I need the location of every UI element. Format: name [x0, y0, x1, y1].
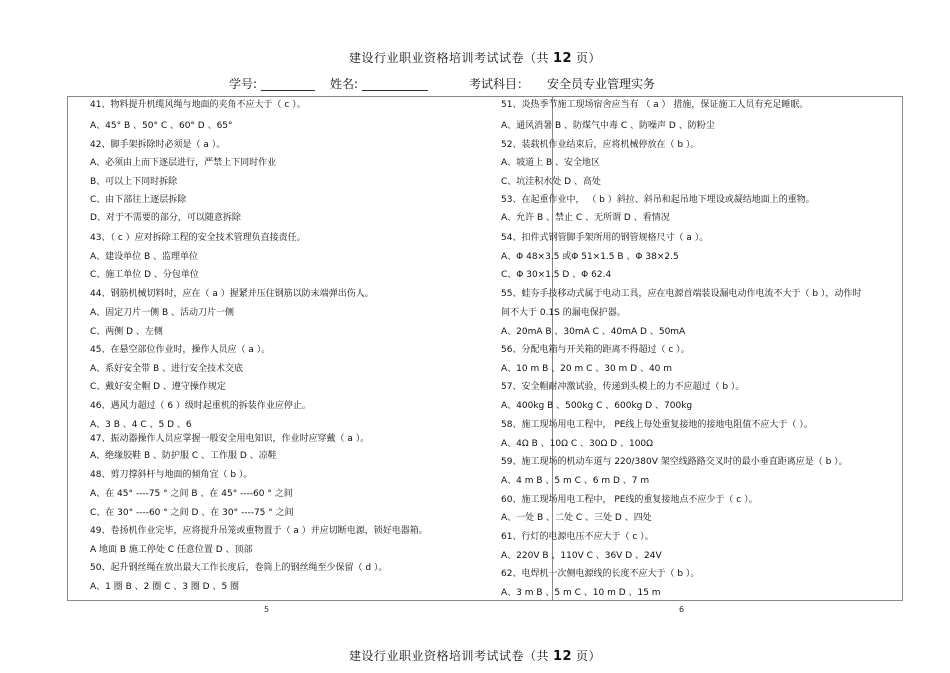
question-line: A、3 m B 、5 m C 、10 m D 、15 m: [501, 588, 661, 598]
question-line: 42、脚手架拆除时必须是（ a ）。: [90, 140, 226, 150]
question-line: A、通风消暑 B 、防煤气中毒 C 、防噪声 D 、防粉尘: [501, 121, 715, 131]
subject-value: 安全员专业管理实务: [547, 77, 656, 91]
title-suffix: 页）: [576, 51, 602, 65]
exam-title-footer: [0, 647, 950, 664]
question-line: 47、振动器操作人员应掌握一般安全用电知识，作业时应穿戴（ a ）。: [90, 434, 370, 444]
student-name-label: 姓名: ___________: [330, 77, 428, 91]
question-line: 52、装载机作业结束后，应将机械停放在（ b ）。: [501, 140, 700, 150]
title-prefix: 建设行业职业资格培训考试试卷（共: [348, 51, 549, 65]
question-line: A、建设单位 B 、监理单位: [90, 252, 199, 262]
question-line: 61、行灯的电源电压不应大于（ c ）。: [501, 532, 654, 542]
page-number-right: 6: [679, 605, 685, 614]
question-line: A、3 B 、4 C 、5 D 、6: [90, 420, 192, 430]
question-line: 53、在起重作业中， （ b ）斜拉、斜吊和起吊地下埋设或凝结地面上的重物。: [501, 195, 815, 205]
question-line: A、固定刀片一侧 B 、活动刀片一侧: [90, 308, 235, 318]
footer-title-suffix: 页）: [576, 649, 602, 663]
question-line: 49、卷扬机作业完毕，应将提升吊笼或重物置于（ a ）并应切断电源，锁好电器箱。: [90, 526, 428, 536]
question-line: 间不大于 0.1S 的漏电保护器。: [501, 308, 626, 318]
question-line: 55、蛙夯手技移动式属于电动工具，应在电源首端装设漏电动作电流不大于（ b ），动作时: [501, 289, 862, 299]
question-line: 56、分配电箱与开关箱的距离不得超过（ c ）。: [501, 345, 690, 355]
question-line: A 地面 B 施工停处 C 任意位置 D 、顶部: [90, 545, 253, 555]
question-line: A、220V B 、110V C 、36V D 、24V: [501, 551, 662, 561]
question-line: A、10 m B 、20 m C 、30 m D 、40 m: [501, 364, 673, 374]
subject-label: 考试科目：: [469, 77, 530, 91]
question-line: A、4Ω B 、10Ω C 、30Ω D 、100Ω: [501, 439, 654, 449]
question-line: C、两侧 D 、左侧: [90, 327, 163, 337]
question-line: 41、物料提升机缆风绳与地面的夹角不应大于（ c ）。: [90, 100, 306, 110]
question-line: A、必须由上而下逐层进行，严禁上下同时作业: [90, 158, 277, 168]
question-line: A、Φ 48×3.5 或Φ 51×1.5 B 、Φ 38×2.5: [501, 252, 679, 262]
question-line: C、施工单位 D 、分包单位: [90, 270, 199, 280]
question-line: C、Φ 30×1.5 D 、Φ 62.4: [501, 270, 612, 280]
question-line: 60、施工现场用电工程中， PE线的重复接地点不应少于（ c ）。: [501, 495, 758, 505]
question-line: 50、起升钢丝绳在放出最大工作长度后，卷筒上的钢丝绳至少保留（ d ）。: [90, 563, 388, 573]
question-line: 48、剪刀撑斜杆与地面的倾角宜（ b ）。: [90, 470, 253, 480]
question-line: A、在 45° ----75 ° 之间 B 、在 45° ----60 ° 之间: [90, 489, 293, 499]
question-line: C、戴好安全帽 D 、遵守操作规定: [90, 382, 226, 392]
question-line: 45、在悬空部位作业时，操作人员应（ a ）。: [90, 345, 271, 355]
question-line: A、20mA B 、30mA C 、40mA D 、50mA: [501, 327, 686, 337]
question-line: A、400kg B 、500kg C 、600kg D 、700kg: [501, 401, 693, 411]
question-line: A、坡道上 B 、安全地区: [501, 158, 601, 168]
question-line: 46、遇风力超过（ 6 ）级时起重机的拆装作业应停止。: [90, 401, 311, 411]
exam-page-frame: [67, 96, 903, 601]
student-id-label: 学号: _________: [229, 77, 315, 91]
question-line: D、对于不需要的部分，可以随意拆除: [90, 213, 241, 223]
question-line: 59、施工现场的机动车道与 220/380V 架空线路路交叉时的最小垂直距离应是（ b ）。: [501, 457, 848, 467]
question-line: A、绝缘胶鞋 B 、防护服 C 、工作服 D 、凉鞋: [90, 451, 277, 461]
question-line: B、可以上下同时拆除: [90, 177, 178, 187]
exam-title: [0, 49, 950, 66]
page-number-left: 5: [264, 605, 270, 614]
question-line: 58、施工现场用电工程中， PE线上每处重复接地的接地电阻值不应大于（ ）。: [501, 420, 813, 430]
question-line: C、由下部往上逐层拆除: [90, 195, 187, 205]
question-line: A、4 m B 、5 m C 、6 m D 、7 m: [501, 476, 650, 486]
question-line: 43、（ c ）应对拆除工程的安全技术管理负直接责任。: [90, 233, 306, 243]
question-line: A、45° B 、50° C 、60° D 、65°: [90, 121, 233, 131]
question-line: 51、炎热季节施工现场宿舍应当有 （ a ） 措施，保证施工人员有充足睡眠。: [501, 100, 809, 110]
question-line: 62、电焊机一次侧电源线的长度不应大于（ b ）。: [501, 569, 700, 579]
question-line: C、在 30° ----60 ° 之间 D 、在 30° ----75 ° 之间: [90, 508, 294, 518]
question-line: A、允许 B 、禁止 C 、无所谓 D 、看情况: [501, 213, 670, 223]
footer-title-prefix: 建设行业职业资格培训考试试卷（共: [348, 649, 549, 663]
question-line: 54、扣件式钢管脚手架所用的钢管规格尺寸（ a ）。: [501, 233, 709, 243]
question-line: A、系好安全带 B 、进行安全技术交底: [90, 364, 244, 374]
question-line: A、1 圈 B 、2 圈 C 、3 圈 D 、5 圈: [90, 582, 240, 592]
question-line: C、坑洼积水处 D 、高处: [501, 177, 601, 187]
footer-title-page-count: 12: [552, 649, 573, 664]
title-page-count: 12: [552, 51, 573, 66]
question-line: 57、安全帽耐冲激试验，传递到头模上的力不应超过（ b ）。: [501, 382, 745, 392]
question-line: A、一处 B 、二处 C 、三处 D 、四处: [501, 513, 652, 523]
question-line: 44、钢筋机械切料时，应在（ a ）握紧并压住钢筋以防末端弹出伤人。: [90, 289, 374, 299]
